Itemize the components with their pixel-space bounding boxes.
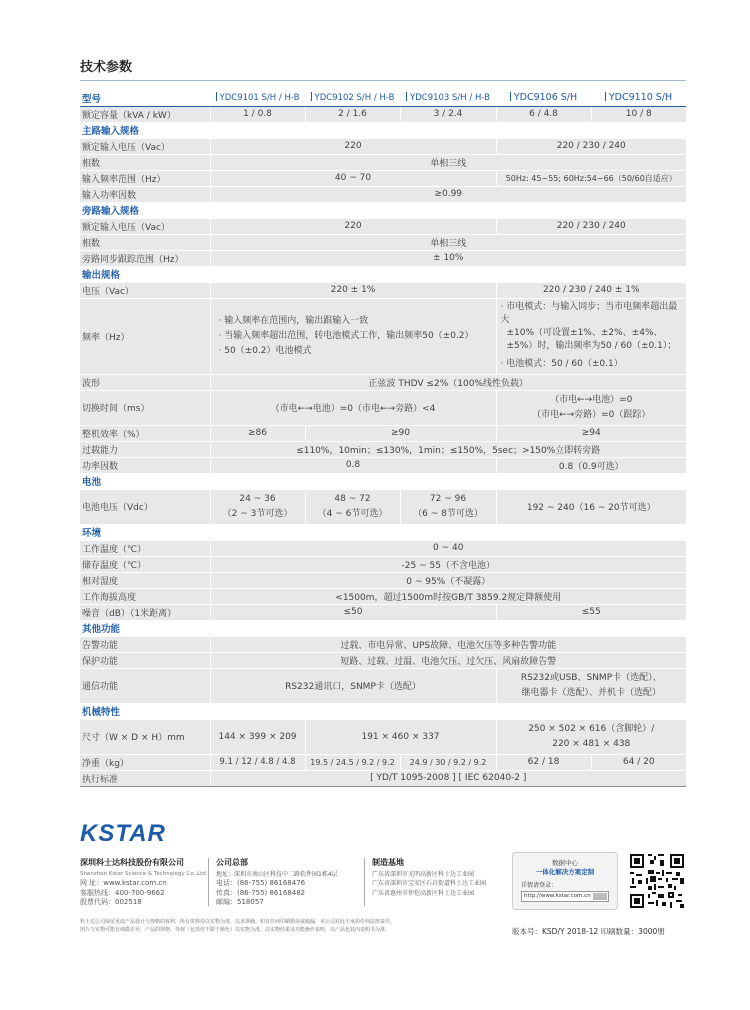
company-info [80, 858, 210, 908]
disclaimer-line: 图片与实物可能有细微差异，产品的规格、外观（包括但不限于颜色）以实物为准，以实物结果及功能操作说明，以产品包装内说明书为准。 [80, 926, 391, 933]
cell-line: · 当输入频率超出范围，转电池模式工作，输出频率50（±0.2） [218, 330, 474, 341]
cell-value: 220 / 230 / 240 [496, 218, 686, 234]
cell-line: （市电←→旁路）=0（跟踪） [532, 409, 651, 420]
promo-subtitle: 一体化解决方案定制 [535, 868, 595, 876]
cell-line: （4 ~ 6节可选） [317, 508, 388, 519]
cell-value: <1500m，超过1500m时按GB/T 3859.2规定降额使用 [210, 588, 686, 604]
promo-url-box [521, 891, 609, 902]
factory-line: 广东省深圳市光明高新区科士达工业园 [372, 870, 475, 878]
cell-value: 1 / 0.8 [210, 106, 305, 122]
cell-line: RS232或USB、SNMP卡（选配）、 [520, 672, 662, 683]
hq-title: 公司总部 [216, 858, 248, 867]
row-label: 功率因数 [80, 457, 210, 473]
cell-line: （市电←→电池）=0 [550, 394, 633, 405]
table-row [80, 138, 686, 154]
cell-line: 250 × 502 × 616（含脚轮）/ [528, 723, 655, 734]
factory-info [372, 858, 506, 898]
cell-value: ± 10% [210, 250, 686, 266]
cell-line: · 市电模式：与输入同步；当市电频率超出最大 [500, 301, 678, 325]
cell-value: 过载、市电异常、UPS故障、电池欠压等多种告警功能 [210, 636, 686, 652]
cell-value: ≥0.99 [210, 186, 686, 202]
cell-value: 10 / 8 [591, 106, 686, 122]
footer-divider [208, 858, 209, 906]
cell-line: 48 ~ 72 [334, 493, 371, 504]
table-row [80, 636, 686, 652]
table-row [80, 374, 686, 390]
section-title-mechanical: 机械特性 [80, 703, 686, 719]
row-label: 过载能力 [80, 441, 210, 457]
cell-value: 短路、过载、过温、电池欠压、过欠压、风扇故障告警 [210, 652, 686, 668]
cell-value: -25 ~ 55（不含电池） [210, 556, 686, 572]
cell-value: 64 / 20 [591, 754, 686, 770]
cell-line: · 50（±0.2）电池模式 [218, 345, 312, 356]
table-row [80, 282, 686, 298]
cell-value: 62 / 18 [496, 754, 591, 770]
cell-value: 单相三线 [210, 234, 686, 250]
factory-line: 广东省惠州市仲恺高新区科士达工业园 [372, 889, 475, 897]
section-title-battery: 电池 [80, 473, 686, 489]
row-label: 相数 [80, 154, 210, 170]
cell-value: 192 ~ 240（16 ~ 20节可选） [496, 489, 686, 524]
row-label: 额定容量（kVA / kW） [80, 106, 210, 122]
factory-line: 广东省深圳市宝安区石岩街道科士达工业园 [372, 880, 487, 887]
table-row [80, 588, 686, 604]
table-row [80, 298, 686, 374]
section-title-main-input: 主路输入规格 [80, 122, 686, 138]
cell-value: 3 / 2.4 [400, 106, 496, 122]
row-label: 输入功率因数 [80, 186, 210, 202]
cell-line: · 电池模式：50 / 60（±0.1） [500, 358, 623, 369]
table-row [80, 540, 686, 556]
cell-value: 0.8（0.9可选） [496, 457, 686, 473]
cell-value: 正弦波 THDV ≤2%（100%线性负载） [210, 374, 686, 390]
table-row [80, 170, 686, 186]
title-divider [80, 80, 686, 81]
table-row [80, 186, 686, 202]
row-label: 电池电压（Vdc） [80, 489, 210, 524]
cell-value: ≤50 [210, 604, 496, 620]
cell-value: 9.1 / 12 / 4.8 / 4.8 [210, 754, 305, 770]
cell-value: 24.9 / 30 / 9.2 / 9.2 [400, 754, 496, 770]
model-ydc9102: YDC9102 S/H / H-B [314, 93, 395, 104]
cell-value: 50Hz: 45~55; 60Hz:54~66（50/60自适应） [496, 170, 686, 186]
cell-value: 144 × 399 × 209 [210, 719, 305, 754]
cell-value: RS232通讯口，SNMP卡（选配） [210, 668, 496, 703]
row-label: 电压（Vac） [80, 282, 210, 298]
cell-line: 72 ~ 96 [429, 493, 467, 504]
cell-value: 6 / 4.8 [496, 106, 591, 122]
section-title-other: 其他功能 [80, 620, 686, 636]
cell-value: ≤55 [496, 604, 686, 620]
model-label: 型号 [80, 90, 210, 106]
edition-info: 版本号：KSD/Y 2018-12 印刷数量：3000册 [512, 927, 665, 936]
table-row [80, 668, 686, 703]
row-label: 工作海拔高度 [80, 588, 210, 604]
spec-table [80, 90, 686, 787]
row-label: 旁路同步跟踪范围（Hz） [80, 250, 210, 266]
hq-address: 地址：深圳市南山区科技中二路软件园1栋4层 [216, 870, 338, 878]
company-website: 网 址：www.kstar.com.cn [80, 879, 167, 887]
row-label: 储存温度（℃） [80, 556, 210, 572]
cell-value: 0 ~ 40 [210, 540, 686, 556]
row-label: 噪音（dB）（1米距离） [80, 604, 210, 620]
promo-url: http://www.kstar.com.cn [524, 893, 591, 899]
cell-line: ±10%（可设置±1%、±2%、±4%、 [506, 327, 663, 338]
table-row [80, 652, 686, 668]
company-stock-code: 股票代码：002518 [80, 898, 142, 906]
table-row [80, 489, 686, 524]
cell-value: 220 / 230 / 240 [496, 138, 686, 154]
table-row [80, 390, 686, 425]
table-row [80, 556, 686, 572]
footer-divider [364, 858, 365, 906]
promo-go-icon [593, 893, 607, 900]
table-row [80, 754, 686, 770]
model-ydc9103: YDC9103 S/H / H-B [410, 93, 490, 104]
cell-value: ≥86 [210, 425, 305, 441]
cell-value: 220 [210, 218, 496, 234]
factory-title: 制造基地 [372, 858, 404, 867]
cell-value: 0.8 [210, 457, 496, 473]
section-title-bypass-input: 旁路输入规格 [80, 202, 686, 218]
cell-line: 220 × 481 × 438 [552, 738, 631, 749]
qr-code-icon [628, 852, 686, 910]
section-title-output: 输出规格 [80, 266, 686, 282]
table-row [80, 572, 686, 588]
cell-line: （6 ~ 8节可选） [413, 508, 483, 519]
hq-phone: 电话：(86-755) 86168476 [216, 879, 306, 887]
table-row [80, 604, 686, 620]
disclaimer-line: 科士达公司保留更改产品设计与规格的权利，所有资料均以实物为准，以求准确。如有任何印刷错误或疏漏，本公司对此不承担任何法律责任。 [80, 919, 396, 925]
cell-value: （市电←→电池）=0（市电←→旁路）<4 [210, 390, 496, 425]
page-title: 技术参数 [80, 60, 133, 75]
row-label: 相数 [80, 234, 210, 250]
hq-postcode: 邮编：518057 [216, 898, 264, 906]
row-label: 通信功能 [80, 668, 210, 703]
model-ydc9101: YDC9101 S/H / H-B [219, 93, 300, 104]
cell-value: 单相三线 [210, 154, 686, 170]
row-label: 波形 [80, 374, 210, 390]
cell-value: 2 / 1.6 [305, 106, 400, 122]
row-label: 告警功能 [80, 636, 210, 652]
table-row [80, 719, 686, 754]
cell-value: ≥94 [496, 425, 686, 441]
cell-value: 220 [210, 138, 496, 154]
row-label: 切换时间（ms） [80, 390, 210, 425]
company-name: 深圳科士达科技股份有限公司 [80, 858, 184, 867]
cell-line: （2 ~ 3节可选） [222, 508, 293, 519]
table-row [80, 106, 686, 122]
cell-value: 191 × 460 × 337 [305, 719, 496, 754]
table-row [80, 441, 686, 457]
row-label: 频率（Hz） [80, 298, 210, 374]
model-ydc9110: YDC9110 S/H [608, 92, 673, 104]
cell-value: ≤110%，10min；≤130%，1min；≤150%，5sec；>150%立即转旁路 [210, 441, 686, 457]
table-row [80, 425, 686, 441]
row-label: 整机效率（%） [80, 425, 210, 441]
datacenter-promo [512, 852, 618, 910]
table-row [80, 770, 686, 786]
row-label: 输入频率范围（Hz） [80, 170, 210, 186]
table-row [80, 250, 686, 266]
promo-title: 数据中心 [552, 859, 578, 867]
row-label: 额定输入电压（Vac） [80, 218, 210, 234]
headquarters-info [216, 858, 366, 908]
row-label: 净重（kg） [80, 754, 210, 770]
kstar-logo: KSTAR [80, 820, 166, 847]
row-label: 执行标准 [80, 770, 210, 786]
company-hotline: 客服热线：400-700-9662 [80, 888, 165, 897]
cell-value: 220 / 230 / 240 ± 1% [496, 282, 686, 298]
cell-value: ≥90 [305, 425, 496, 441]
table-row [80, 234, 686, 250]
promo-visit-label: 详情请登录： [521, 882, 558, 889]
table-row [80, 457, 686, 473]
company-name-en: Shenzhen Kstar Science & Technology Co.,Ltd [80, 870, 206, 877]
cell-value: 0 ~ 95%（不凝露） [210, 572, 686, 588]
row-label: 工作温度（℃） [80, 540, 210, 556]
row-label: 保护功能 [80, 652, 210, 668]
row-label: 相对湿度 [80, 572, 210, 588]
table-header-row [80, 90, 686, 106]
row-label: 尺寸（W × D × H）mm [80, 719, 210, 754]
cell-line: 继电器卡（选配）、并机卡（选配） [521, 687, 661, 698]
cell-line: · 输入频率在范围内，输出跟输入一致 [218, 315, 369, 326]
cell-value: 40 ~ 70 [210, 170, 496, 186]
disclaimer [80, 919, 460, 934]
cell-line: 24 ~ 36 [239, 493, 276, 504]
row-label: 额定输入电压（Vac） [80, 138, 210, 154]
cell-value: 19.5 / 24.5 / 9.2 / 9.2 [305, 754, 400, 770]
model-ydc9106: YDC9106 S/H [513, 92, 578, 104]
cell-value: 220 ± 1% [210, 282, 496, 298]
cell-line: ±5%）时，输出频率为50 / 60（±0.1）； [506, 340, 677, 351]
section-title-environment: 环境 [80, 524, 686, 540]
table-row [80, 154, 686, 170]
cell-value: [ YD/T 1095-2008 ] [ IEC 62040-2 ] [210, 770, 686, 786]
table-row [80, 218, 686, 234]
hq-fax: 传真：(86-755) 86168482 [216, 888, 306, 897]
